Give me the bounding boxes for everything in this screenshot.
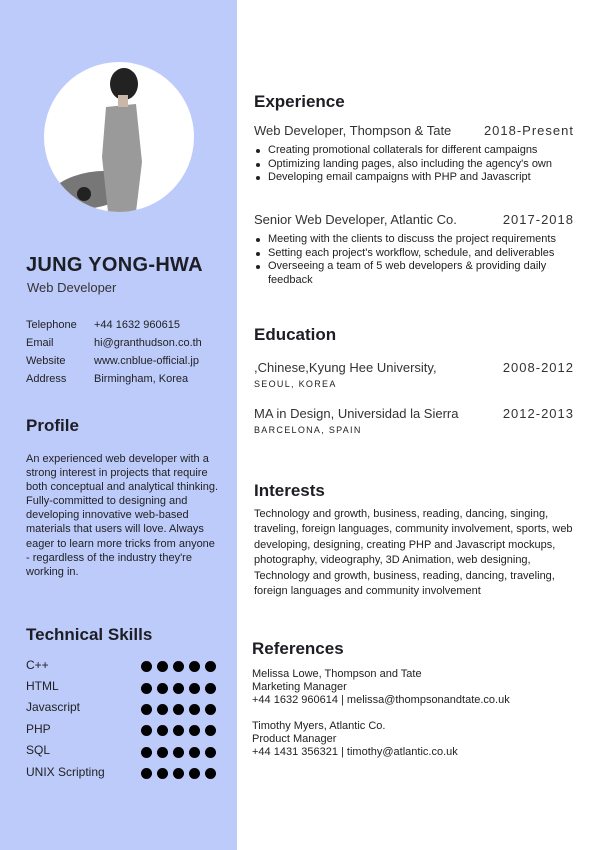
skill-row [26,761,216,782]
education-dates: 2012-2013 [502,406,574,421]
job-entry [254,123,574,185]
education-dates: 2008-2012 [502,360,574,375]
reference-name: Timothy Myers, Atlantic Co. [252,720,386,732]
contact-row [26,370,202,388]
candidate-title: Web Developer [27,280,117,295]
rating-dot [141,661,152,672]
references-list [252,668,510,759]
skill-rating [141,661,216,672]
reference-name: Melissa Lowe, Thompson and Tate [252,668,422,680]
skill-rating [141,725,216,736]
reference-contact: +44 1632 960614 | melissa@thompsonandtate.co.uk [252,694,510,706]
rating-dot [173,683,184,694]
contact-row [26,352,202,370]
job-bullet: Setting each project's workflow, schedule, and deliverables [254,247,579,261]
job-title: Senior Web Developer, Atlantic Co. [254,212,457,227]
rating-dot [189,747,200,758]
rating-dot [205,768,216,779]
contact-value: +44 1632 960615 [94,319,180,331]
contact-info [26,316,202,388]
skill-name: PHP [26,721,51,736]
contact-value[interactable]: hi@granthudson.co.th [94,337,202,349]
skill-rating [141,747,216,758]
rating-dot [189,725,200,736]
rating-dot [173,768,184,779]
job-entry [254,212,579,287]
rating-dot [141,704,152,715]
rating-dot [157,747,168,758]
education-location: BARCELONA, SPAIN [254,425,362,435]
references-heading: References [252,639,344,658]
job-bullet: Overseeing a team of 5 web developers & providing daily feedback [254,260,579,287]
job-bullet: Creating promotional collaterals for different campaigns [254,144,574,158]
experience-heading: Experience [254,92,345,111]
education-location: SEOUL, KOREA [254,379,337,389]
rating-dot [173,725,184,736]
job-bullet: Meeting with the clients to discuss the project requirements [254,233,579,247]
candidate-name: JUNG YONG-HWA [26,254,203,276]
education-heading: Education [254,325,337,344]
rating-dot [205,661,216,672]
rating-dot [189,768,200,779]
rating-dot [157,661,168,672]
rating-dot [141,725,152,736]
reference-role: Marketing Manager [252,681,347,693]
rating-dot [189,683,200,694]
rating-dot [141,747,152,758]
skill-row [26,740,216,761]
rating-dot [189,661,200,672]
skill-row [26,697,216,718]
education-degree: ,Chinese,Kyung Hee University, [254,360,437,375]
skill-name: HTML [26,679,59,694]
rating-dot [173,661,184,672]
interests-heading: Interests [254,481,325,500]
rating-dot [205,725,216,736]
skill-row [26,675,216,696]
skills-list [26,654,216,782]
rating-dot [141,768,152,779]
profile-heading: Profile [26,416,79,435]
reference-contact: +44 1431 356321 | timothy@atlantic.co.uk [252,746,458,758]
interests-text: Technology and growth, business, reading, dancing, singing, traveling, foreign languages, community involvement, sports, web developing, designing, creating PHP and Javascript mockups, photography, videography, 3D Animation, web designing, Technology and growth, business, reading, dancing, traveling, foreign languages and community involvement [254,508,573,598]
job-dates: 2018-Present [483,123,574,138]
skill-row [26,718,216,739]
person-with-guitar-image [44,62,194,212]
skill-name: SQL [26,743,51,758]
rating-dot [205,704,216,715]
job-title: Web Developer, Thompson & Tate [254,123,452,138]
profile-photo [44,62,194,212]
skill-row [26,654,216,675]
contact-row [26,334,202,352]
job-bullet: Optimizing landing pages, also including the agency's own [254,158,574,172]
contact-label: Address [26,373,67,385]
reference-role: Product Manager [252,733,337,745]
contact-value[interactable]: www.cnblue-official.jp [94,355,199,367]
rating-dot [141,683,152,694]
job-bullet: Developing email campaigns with PHP and Javascript [254,171,574,185]
rating-dot [157,768,168,779]
contact-label: Website [26,355,66,367]
skill-rating [141,704,216,715]
rating-dot [157,725,168,736]
rating-dot [157,683,168,694]
skill-name: UNIX Scripting [26,764,105,779]
rating-dot [205,747,216,758]
skill-rating [141,768,216,779]
rating-dot [189,704,200,715]
education-entry [254,406,574,435]
education-entry [254,360,574,389]
skill-name: C++ [26,657,49,672]
contact-label: Telephone [26,319,77,331]
education-degree: MA in Design, Universidad la Sierra [254,406,459,421]
contact-value: Birmingham, Korea [94,373,189,385]
rating-dot [173,747,184,758]
skill-name: Javascript [26,700,81,715]
profile-text: An experienced web developer with a strong interest in projects that require both conceptual and analytical thinking. Fully-committed to designing and developing innovative web-based materials that users will love. Always eager to learn more tricks from anyone - regardless of the industry they're working in. [26,453,219,578]
rating-dot [173,704,184,715]
contact-label: Email [26,337,54,349]
rating-dot [205,683,216,694]
skill-rating [141,683,216,694]
contact-row [26,316,202,334]
skills-heading: Technical Skills [26,625,153,644]
job-dates: 2017-2018 [502,212,574,227]
rating-dot [157,704,168,715]
